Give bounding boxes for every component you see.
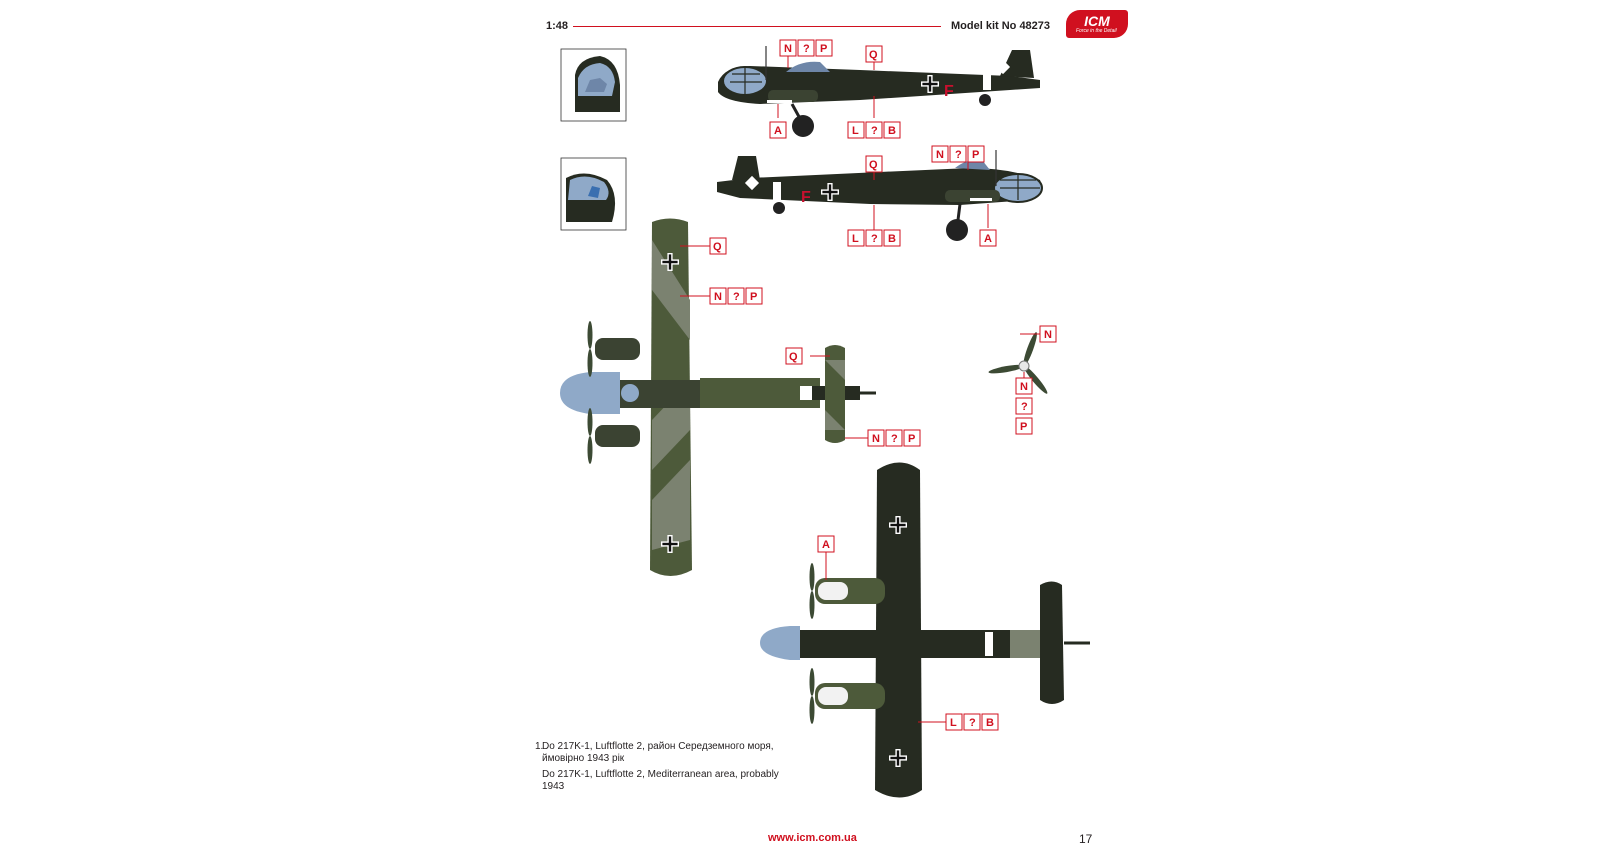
callout-a-mid	[980, 230, 996, 246]
svg-text:?: ?	[891, 433, 898, 445]
side-code-letter-2: F	[801, 189, 811, 206]
svg-text:N: N	[872, 433, 880, 445]
callout-q-mid	[866, 156, 882, 172]
svg-text:P: P	[820, 43, 828, 55]
caption-ukrainian: Do 217K-1, Luftflotte 2, район Середземного моря, ймовірно 1943 рік	[542, 741, 774, 764]
callout-npq-wing	[710, 288, 762, 304]
svg-text:L: L	[852, 233, 859, 245]
svg-text:?: ?	[969, 717, 976, 729]
svg-text:A: A	[984, 233, 992, 245]
page-number: 17	[1079, 832, 1093, 846]
callout-q-wing	[710, 238, 726, 254]
svg-text:P: P	[972, 149, 980, 161]
svg-text:?: ?	[871, 233, 878, 245]
svg-text:N: N	[784, 43, 792, 55]
caption-number: 1.	[535, 741, 544, 752]
footer-url[interactable]: www.icm.com.ua	[768, 832, 857, 844]
svg-text:A: A	[822, 539, 830, 551]
svg-text:Q: Q	[869, 159, 878, 171]
svg-text:P: P	[908, 433, 916, 445]
svg-text:?: ?	[871, 125, 878, 137]
logo-tagline: Force in the Detail	[1076, 28, 1117, 34]
callout-lb-bottom	[946, 714, 998, 730]
svg-text:L: L	[950, 717, 957, 729]
scheme-caption	[535, 741, 782, 797]
callout-q-top	[866, 46, 882, 62]
svg-text:N: N	[1020, 381, 1028, 393]
svg-text:?: ?	[1021, 401, 1028, 413]
svg-text:B: B	[888, 233, 896, 245]
callout-npq-mid	[932, 146, 984, 162]
caption-english: Do 217K-1, Luftflotte 2, Mediterranean area, probably 1943	[542, 769, 779, 792]
callout-npq-top	[780, 40, 832, 56]
kit-number: Model kit No 48273	[951, 20, 1051, 32]
svg-text:P: P	[1020, 421, 1028, 433]
svg-text:Q: Q	[869, 49, 878, 61]
scale-label: 1:48	[546, 20, 569, 32]
callout-a-bottom	[818, 536, 834, 552]
svg-text:?: ?	[803, 43, 810, 55]
callout-q-tail	[786, 348, 802, 364]
svg-text:B: B	[888, 125, 896, 137]
svg-text:N: N	[714, 291, 722, 303]
callout-a-top	[770, 122, 786, 138]
svg-text:?: ?	[733, 291, 740, 303]
svg-text:L: L	[852, 125, 859, 137]
cockpit-detail-right	[561, 158, 626, 230]
svg-text:N: N	[1044, 329, 1052, 341]
bottom-view	[760, 463, 1090, 798]
side-code-letter: F	[944, 83, 954, 100]
svg-text:A: A	[774, 125, 782, 137]
svg-text:?: ?	[955, 149, 962, 161]
callout-npq-tail	[868, 430, 920, 446]
callout-lb-mid	[848, 230, 900, 246]
svg-text:N: N	[936, 149, 944, 161]
svg-text:B: B	[986, 717, 994, 729]
callout-lb-top	[848, 122, 900, 138]
svg-text:Q: Q	[713, 241, 722, 253]
svg-text:P: P	[750, 291, 758, 303]
logo-text: ICM	[1084, 13, 1110, 29]
cockpit-detail-left	[561, 49, 626, 121]
top-view	[560, 219, 876, 577]
svg-text:Q: Q	[789, 351, 798, 363]
